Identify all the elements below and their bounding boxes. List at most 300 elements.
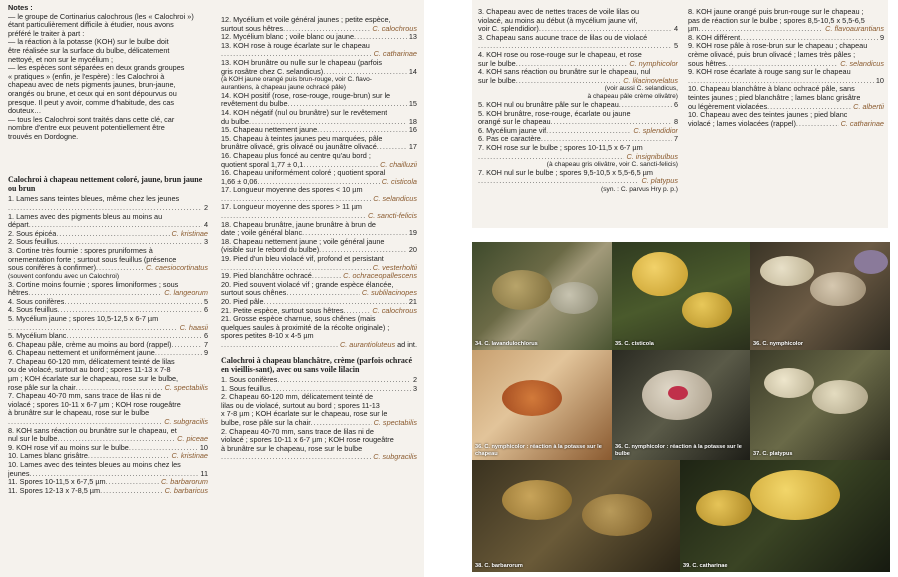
key-line — [478, 60, 678, 69]
key-text: 6. Mycélium jaune vif — [478, 126, 547, 135]
key-line — [688, 51, 884, 60]
leader-dots — [56, 230, 169, 239]
key-line — [221, 324, 417, 333]
leader-dots — [58, 306, 202, 315]
key-text: 7. KOH nul sur le bulbe ; spores 9,5-10,5 x 5,5-6,5 µm — [478, 168, 653, 177]
lead-number: 5 — [203, 297, 208, 306]
intro-line: — le groupe de Cortinarius calochrous (les « Calochroi ») — [8, 11, 194, 21]
key-line — [221, 126, 417, 135]
leader-dots — [58, 435, 176, 444]
intro-line: être réalisée sur la surface du bulbe, délicatement — [8, 45, 170, 55]
key-line — [221, 238, 417, 247]
key-line — [221, 419, 417, 428]
leader-dots — [312, 272, 341, 281]
key-text: 18. Chapeau nettement jaune ; voile général jaune — [221, 237, 385, 246]
key-line — [8, 341, 208, 350]
key-line — [221, 281, 417, 290]
lead-number: 7 — [673, 135, 678, 144]
leader-dots — [171, 341, 201, 350]
photo-35 — [612, 242, 750, 350]
key-line — [221, 272, 417, 281]
species-name: C. aurantioluteus — [339, 340, 396, 349]
key-line — [478, 127, 678, 136]
key-text: rose pâle sur la chair — [8, 383, 76, 392]
species-name: C. kristinae — [171, 452, 208, 461]
key-line — [8, 409, 208, 418]
key-line — [8, 418, 208, 427]
key-text: 7. KOH rose sur le bulbe ; spores 10-11,5 x 6-7 µm — [478, 143, 643, 152]
species-name: C. sublilacinopes — [361, 289, 417, 298]
leader-dots — [767, 103, 851, 112]
key-line — [8, 349, 208, 358]
key-text: violacé ; spores 10-11 x 6-7 µm ; KOH rose rougeâtre — [8, 400, 181, 409]
key-line — [688, 103, 884, 112]
leader-dots — [311, 419, 372, 428]
leader-dots — [221, 212, 366, 221]
leader-dots — [541, 135, 672, 144]
key-line — [221, 315, 417, 324]
species-name: C. chailluzii — [380, 160, 417, 169]
key-line — [8, 384, 208, 393]
section2-heading: Calochroi à chapeau blanchâtre, crème (parfois ochracé en vieillis-sant), avec ou sans voile lilacin — [221, 355, 413, 374]
key-text: 5. Mycélium blanc — [8, 332, 67, 341]
species-name: C. barbarorum — [160, 478, 208, 487]
key-text: violacé, au moins au début (à mycélium jaune vif, — [478, 16, 638, 25]
key-text: 6. Chapeau pâle, crème au moins au bord (rappel) — [8, 340, 172, 349]
intro-line: nettoyé, et non sur le mycélium ; — [8, 54, 114, 64]
leader-dots — [354, 33, 407, 42]
species-name: C. kristinae — [171, 229, 208, 238]
lead-number: 21 — [408, 298, 417, 306]
key-text: x 7-8 µm ; KOH écarlate sur le chapeau, rose sur le — [221, 410, 388, 419]
key-line — [478, 153, 678, 162]
species-name: C. nymphicolor — [629, 59, 678, 68]
lead-number: 4 — [203, 221, 208, 230]
key-line — [221, 221, 417, 230]
leader-dots — [277, 376, 411, 385]
leader-dots — [76, 384, 163, 393]
intro-line: douteux… — [8, 106, 42, 116]
leader-dots — [88, 452, 170, 461]
lead-number: 6 — [203, 306, 208, 315]
key-text: 9. KOH rose vif au moins sur le bulbe — [8, 443, 129, 452]
key-line — [221, 332, 417, 341]
key-line — [8, 195, 208, 204]
key-column-1 — [8, 172, 208, 495]
key-line — [8, 256, 208, 265]
key-line — [221, 212, 417, 221]
key-text: 2. Sous feuillus — [8, 238, 58, 247]
key-text: jeunes — [8, 469, 30, 478]
leader-dots — [28, 289, 162, 298]
key-text: 2. Chapeau 40-70 mm, sans trace de lilas ni de — [221, 427, 374, 436]
intro-line: étant particulièrement difficile à étudier, nous avons — [8, 20, 174, 30]
intro-notes — [8, 4, 215, 142]
key-line — [8, 461, 208, 470]
note-line: (syn. : C. parvus Hry p. p.) — [601, 186, 678, 194]
species-name: C. subgracilis — [373, 453, 417, 462]
key-text: voir C. splendidior) — [478, 25, 539, 34]
key-text: 1. Sous feuillus — [221, 384, 271, 393]
key-line — [478, 169, 678, 178]
leader-dots — [317, 126, 407, 135]
photo-36c — [612, 350, 750, 460]
key-line — [688, 68, 884, 77]
lead-number: 18 — [408, 117, 417, 126]
leader-dots — [286, 289, 360, 298]
key-text: 3. Cortine très fournie : spores pruniformes à — [8, 246, 153, 255]
intro-line: presque. Il peut y avoir, comme d'habitude, des cas — [8, 97, 175, 107]
key-text: 14. KOH positif (rose, rose-rouge, rouge-brun) sur le — [221, 91, 391, 100]
species-name: C. vesterholtii — [372, 263, 417, 272]
leader-dots — [516, 77, 622, 86]
intro-line: — les espèces sont séparées en deux grands groupes — [8, 63, 185, 73]
leader-dots — [221, 195, 371, 204]
key-line — [8, 444, 208, 453]
key-text: 4. KOH rose ou rose-rouge sur le chapeau, et rose — [478, 50, 642, 59]
note-line: aurantiens, à chapeau jaune ochracé pâle) — [221, 83, 347, 91]
key-text: 20. Pied pâle — [221, 298, 264, 306]
key-text: 7. Chapeau 40-70 mm, sans trace de lilas ni de — [8, 392, 161, 401]
key-text: 2. Sous épicéa — [8, 229, 57, 238]
key-line — [8, 281, 208, 290]
key-line — [221, 178, 417, 187]
key-text: sous hêtres — [688, 59, 726, 68]
key-line — [8, 306, 208, 315]
key-text: 8. KOH différent — [688, 33, 741, 42]
key-line — [221, 161, 417, 170]
key-line — [478, 118, 678, 127]
key-line — [8, 487, 208, 496]
photo-36b — [472, 350, 612, 460]
leader-dots — [221, 341, 338, 350]
key-line — [478, 77, 678, 86]
key-line — [221, 393, 417, 402]
note-line: (à chapeau gris olivâtre, voir C. sancti-felicis) — [546, 161, 678, 169]
species-name: C. calochrous — [372, 306, 417, 315]
key-text: orangé sur le chapeau — [478, 118, 551, 127]
lead-number: 14 — [408, 67, 417, 76]
leader-dots — [478, 153, 624, 162]
left-page — [0, 0, 424, 577]
key-line — [221, 341, 417, 350]
species-name: C. piceae — [177, 435, 208, 444]
lead-number: 10 — [199, 443, 208, 452]
key-text: 4. KOH sans réaction ou brunâtre sur le chapeau, nul — [478, 68, 651, 77]
leader-dots — [323, 68, 407, 77]
note-line: (souvent confondu avec un Calochroi) — [8, 272, 120, 280]
right-page — [472, 0, 898, 577]
leader-dots — [100, 487, 163, 496]
lead-number: 19 — [408, 229, 417, 238]
leader-dots — [257, 178, 379, 187]
species-name: C. selandicus — [373, 194, 417, 203]
key-text: nul sur le bulbe — [8, 435, 58, 444]
key-line — [8, 247, 208, 256]
note-line: à chapeau pâle crème olivâtre) — [587, 93, 678, 101]
key-text: 10. Lames avec des teintes bleues au moins chez les — [8, 461, 181, 470]
key-line — [478, 101, 678, 110]
lead-number: 9 — [203, 349, 208, 358]
leader-dots — [249, 118, 407, 127]
lead-number: 4 — [673, 25, 678, 34]
key-line — [221, 453, 417, 462]
key-text: surtout sous hêtres — [221, 24, 284, 33]
right-key-column-2 — [688, 8, 884, 128]
key-line — [221, 25, 417, 34]
key-line — [221, 402, 417, 411]
intro-line: trouvés en Dordogne. — [8, 131, 79, 141]
species-name: C. ochraceopallescens — [343, 272, 417, 281]
leader-dots — [58, 238, 202, 247]
leader-dots — [377, 143, 407, 152]
key-line — [688, 25, 884, 34]
key-text: 10. Chapeau blanchâtre à blanc ochracé pâle, sans — [688, 85, 855, 94]
lead-number: 13 — [408, 33, 417, 42]
photo-35-caption: 35. C. cisticola — [615, 340, 654, 347]
species-name: C. selandicus — [840, 59, 884, 68]
key-line — [221, 428, 417, 437]
key-line — [8, 401, 208, 410]
key-text: 1. Sous conifères — [221, 375, 278, 384]
photo-36 — [750, 242, 890, 350]
species-name: C. haasii — [179, 323, 208, 332]
key-line — [688, 60, 884, 69]
leader-dots — [619, 101, 672, 110]
right-key-column-1 — [478, 8, 678, 194]
species-name: C. sancti-felicis — [367, 212, 417, 221]
key-line — [221, 195, 417, 204]
key-line — [221, 410, 417, 419]
key-line — [221, 436, 417, 445]
lead-number: 9 — [879, 33, 884, 42]
key-line — [688, 120, 884, 129]
key-line — [221, 385, 417, 394]
note-line: (à KOH jaune orangé puis brun-rouge, voir C. flavo- — [221, 76, 372, 84]
key-line — [221, 186, 417, 195]
key-line — [221, 229, 417, 238]
leader-dots — [539, 25, 672, 34]
key-line — [221, 289, 417, 298]
key-line — [221, 143, 417, 152]
key-text: 18. Chapeau brunâtre, jaune brunâtre à brun de — [221, 220, 376, 229]
lead-number: 20 — [408, 246, 417, 255]
key-line — [221, 445, 417, 454]
photo-34-caption: 34. C. lavandulochlorus — [475, 340, 538, 347]
key-text: 8. KOH jaune orangé puis brun-rouge sur le chapeau ; — [688, 8, 864, 16]
key-line — [478, 25, 678, 34]
key-text: 15. Chapeau nettement jaune — [221, 126, 318, 135]
key-line — [478, 34, 678, 43]
leader-dots — [30, 470, 199, 479]
key-text: ou de violacé, surtout au bord ; spores 11-13 x 7-8 — [8, 366, 171, 375]
leader-dots — [221, 50, 372, 59]
key-line — [688, 77, 884, 86]
key-line — [8, 375, 208, 384]
key-line — [8, 264, 208, 273]
key-text: à brunâtre sur le chapeau, rose sur le bulbe — [8, 409, 150, 418]
key-text: 1,66 ± 0,06 — [221, 177, 258, 186]
key-text: sur le bulbe — [478, 76, 516, 85]
species-name: C. langeorum — [164, 289, 208, 298]
photo-37 — [750, 350, 890, 460]
key-text: lilas ou de violacé, surtout au bord ; spores 11-13 — [221, 401, 380, 410]
key-line — [8, 230, 208, 239]
key-text: 17. Longueur moyenne des spores < 10 µm — [221, 186, 363, 195]
lead-number: 15 — [408, 100, 417, 109]
leader-dots — [546, 127, 631, 136]
key-text: µm ; KOH écarlate sur le chapeau, rose sur le bulbe, — [8, 375, 179, 384]
intro-line: — tous les Calochroi sont traités dans cette clé, car — [8, 114, 175, 124]
key-text: 19. Pied blanchâtre ochracé — [221, 272, 312, 281]
leader-dots — [264, 298, 407, 307]
key-line — [221, 118, 417, 127]
species-name: C. albertii — [853, 102, 884, 111]
key-text: spores petites 8-10 x 4-5 µm — [221, 332, 314, 341]
key-line — [478, 51, 678, 60]
photo-37-caption: 37. C. platypus — [753, 450, 793, 457]
key-line — [8, 213, 208, 222]
leader-dots — [29, 221, 202, 230]
lead-number: 7 — [203, 340, 208, 349]
key-text: µm — [688, 25, 699, 34]
photo-39-caption: 39. C. catharinae — [683, 562, 728, 569]
leader-dots — [288, 100, 407, 109]
key-text: violacé ; lames violacées (rappel) — [688, 119, 796, 128]
lead-number: 2 — [203, 204, 208, 212]
key-text: 5. KOH brunâtre, rose-rouge, écarlate ou jaune — [478, 109, 631, 118]
leader-dots — [796, 120, 839, 129]
key-line — [221, 50, 417, 59]
key-line — [8, 204, 208, 213]
key-line — [8, 366, 208, 375]
key-line — [478, 110, 678, 119]
key-line — [688, 34, 884, 43]
key-text: sur le bulbe — [478, 59, 516, 68]
key-line — [688, 85, 884, 94]
key-line — [221, 42, 417, 51]
key-line — [221, 307, 417, 316]
key-text: 7. Chapeau 60-120 mm, délicatement teinté de lilas — [8, 357, 175, 366]
key-text: 6. Chapeau nettement et uniformément jaune — [8, 349, 155, 358]
intro-line: chapeau avec de nets pigments jaunes, brun-jaune, — [8, 80, 176, 90]
species-name: C. spectabilis — [373, 418, 417, 427]
key-text: 15. Chapeau à teintes jaunes peu marquées, pâle — [221, 134, 383, 143]
species-name: C. insignibulbus — [626, 152, 678, 161]
lead-number: 17 — [408, 143, 417, 152]
key-line — [8, 435, 208, 444]
key-text: 4. Sous feuillus — [8, 306, 58, 315]
species-name: C. calochrous — [372, 24, 417, 33]
leader-dots — [303, 161, 378, 170]
key-text: revêtement du bulbe — [221, 100, 288, 109]
photo-38-caption: 38. C. barbarorum — [475, 562, 523, 569]
lead-number: 6 — [203, 332, 208, 341]
key-text: 5. KOH nul ou brunâtre pâle sur le chapeau — [478, 100, 619, 109]
key-line — [8, 298, 208, 307]
lead-number: 2 — [412, 375, 417, 384]
key-text: brunâtre olivacé, gris olivacé ou jaunâtre olivacé — [221, 143, 377, 152]
lead-number: 3 — [412, 384, 417, 393]
key-line — [221, 92, 417, 101]
key-text: 17. Longueur moyenne des spores > 11 µm — [221, 203, 362, 212]
lead-number: 11 — [200, 469, 208, 478]
notes-title: Notes : — [8, 3, 33, 12]
key-line — [688, 8, 884, 17]
key-text: départ — [8, 221, 29, 230]
key-line — [221, 246, 417, 255]
species-name: C. splendidior — [633, 126, 678, 135]
key-line — [8, 358, 208, 367]
key-text: 16. Chapeau plus foncé au centre qu'au bord ; — [221, 151, 371, 160]
intro-line: — la réaction à la potasse (KOH) sur le bulbe doit — [8, 37, 169, 47]
key-text: date ; voile général blanc — [221, 229, 303, 238]
section1-heading: Calochroi à chapeau nettement coloré, jaune, brun jaune ou brun — [8, 175, 203, 194]
lead-number: 16 — [408, 126, 417, 135]
species-name: C. catharinae — [373, 50, 417, 59]
species-name: C. caesiocortinatus — [145, 264, 208, 273]
key-line — [221, 376, 417, 385]
key-text: 1. Lames avec des pigments bleus au moins au — [8, 212, 163, 221]
key-text: 4. Sous conifères — [8, 297, 65, 306]
key-text: 21. Grosse espèce charnue, sous chênes (mais — [221, 315, 376, 324]
key-line — [478, 135, 678, 144]
key-text: 9. KOH rose écarlate à rouge sang sur le chapeau — [688, 68, 851, 77]
key-line — [688, 94, 884, 103]
key-text: 13. KOH rose à rouge écarlate sur le chapeau — [221, 41, 370, 50]
leader-dots — [740, 34, 878, 43]
photo-36c-caption: 36. C. nymphicolor : réaction à la potasse sur le bulbe — [615, 444, 742, 457]
key-text: du bulbe — [221, 117, 249, 126]
key-line — [8, 392, 208, 401]
intro-line: « pratiques » (enfin, je l'espère) : les Calochroi à — [8, 71, 165, 81]
key-line — [688, 42, 884, 51]
leader-dots — [8, 204, 202, 213]
species-note: ad int. — [397, 340, 417, 349]
leader-dots — [688, 77, 874, 86]
key-text: 21. Petite espèce, surtout sous hêtres — [221, 306, 344, 315]
key-text: 10. Lames blanc grisâtre — [8, 452, 88, 461]
key-line — [8, 452, 208, 461]
leader-dots — [478, 42, 672, 51]
key-text: 12. Mycélium blanc ; voile blanc ou jaune — [221, 33, 355, 42]
leader-dots — [129, 444, 198, 453]
species-name: C. lilacinovelatus — [623, 76, 678, 85]
key-text: 13. KOH brunâtre ou nulle sur le chapeau (parfois — [221, 58, 383, 67]
key-line — [8, 332, 208, 341]
key-text: 3. Cortine moins fournie ; spores limoniformes ; sous — [8, 280, 179, 289]
key-text: 10. Chapeau avec des teintes jaunes ; pied blanc — [688, 111, 848, 120]
leader-dots — [319, 246, 407, 255]
key-line — [8, 470, 208, 479]
key-text: pas de réaction sur le bulbe ; spores 8,5-10,5 x 5,5-6,5 — [688, 16, 865, 25]
leader-dots — [551, 118, 672, 127]
key-text: 1. Lames sans teintes bleues, même chez les jeunes — [8, 195, 180, 204]
key-line — [688, 111, 884, 120]
key-text: 11. Spores 10-11,5 x 6-7,5 µm — [8, 478, 106, 487]
leader-dots — [106, 478, 159, 487]
key-text: 14. KOH négatif (nul ou brunâtre) sur le revêtement — [221, 108, 388, 117]
leader-dots — [8, 324, 178, 333]
key-line — [221, 33, 417, 42]
key-text: teintes jaunes ; pied blanchâtre ; lames blanc grisâtre — [688, 93, 861, 102]
species-name: C. barbaricus — [164, 486, 208, 495]
photo-39 — [680, 460, 890, 572]
leader-dots — [302, 229, 407, 238]
leader-dots — [96, 264, 144, 273]
species-name: C. flavoaurantians — [825, 25, 884, 34]
key-text: 16. Chapeau uniformément coloré ; quotient sporal — [221, 169, 386, 178]
